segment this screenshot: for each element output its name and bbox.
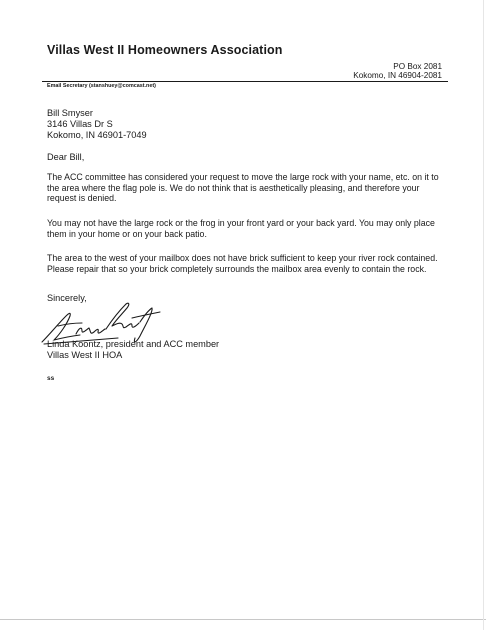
letterhead-organization: Villas West II Homeowners Association (47, 43, 283, 57)
signer-name-title: Linda Koontz, president and ACC member (47, 339, 220, 349)
scan-artifact-edge (483, 0, 484, 630)
body-paragraph-2: You may not have the large rock or the frog in your front yard or your back yard. You may only place them in your home or on your back patio. (47, 218, 435, 239)
letterhead-email: Email Secretary (stanshuey@comcast.net) (47, 83, 156, 89)
typist-initials: ss (47, 375, 55, 382)
recipient-city: Kokomo, IN 46901-7049 (47, 130, 147, 140)
scan-artifact-line (0, 619, 486, 620)
closing: Sincerely, (47, 293, 87, 303)
recipient-street: 3146 Villas Dr S (47, 119, 113, 129)
letterhead-city: Kokomo, IN 46904-2081 (353, 71, 442, 80)
body-paragraph-3: The area to the west of your mailbox does not have brick sufficient to keep your river rock contained. Please repair that so your brick completely surrounds the mailbox area evenly to contain the rock. (47, 253, 438, 274)
salutation: Dear Bill, (47, 152, 85, 162)
signer-block (47, 339, 219, 361)
body-paragraph-1: The ACC committee has considered your request to move the large rock with your name, etc. on it to the area where the flag pole is. We do not think that is aesthetically pleasing, and therefore your request is denied. (47, 172, 439, 203)
letterhead-po-box: PO Box 2081 (393, 62, 442, 71)
letterhead-divider (42, 81, 448, 82)
signer-organization: Villas West II HOA (47, 350, 123, 360)
recipient-address (47, 108, 147, 141)
recipient-name: Bill Smyser (47, 108, 93, 118)
